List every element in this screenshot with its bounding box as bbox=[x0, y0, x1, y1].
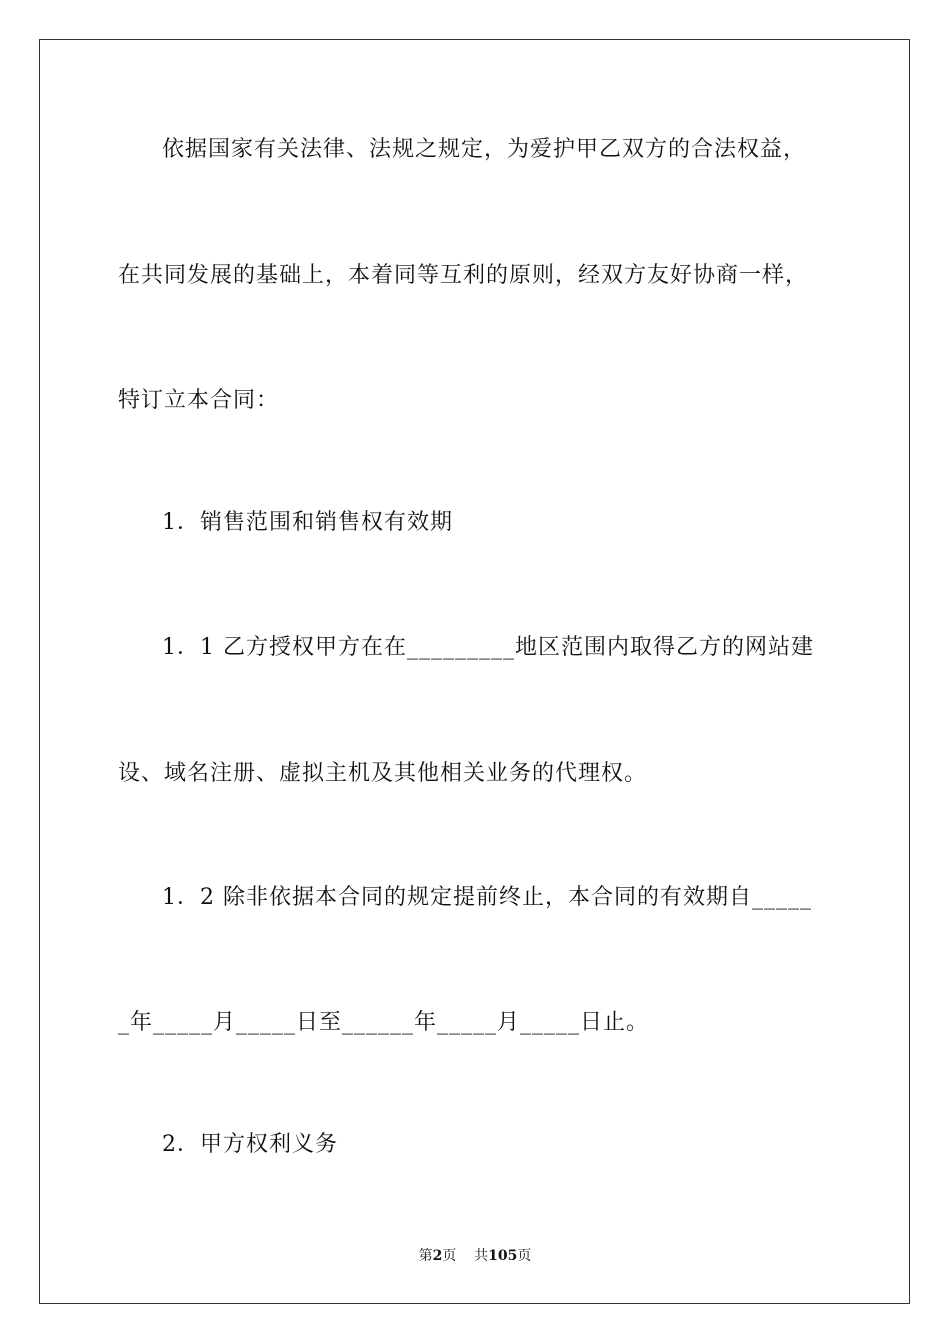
paragraph-line-3: 特订立本合同： bbox=[118, 388, 280, 413]
page-suffix: 页 bbox=[442, 1248, 457, 1264]
section-heading-2: 2．甲方权利义务 bbox=[162, 1132, 338, 1157]
page-current: 2 bbox=[432, 1248, 443, 1264]
clause-1-1-line-2: 设、域名注册、虚拟主机及其他相关业务的代理权。 bbox=[118, 761, 648, 786]
paragraph-line-2: 在共同发展的基础上，本着同等互利的原则，经双方友好协商一样， bbox=[118, 263, 809, 288]
clause-1-2-line-1: 1．2 除非依据本合同的规定提前终止，本合同的有效期自_____ bbox=[162, 885, 812, 910]
page-total: 105 bbox=[488, 1248, 518, 1264]
page-footer bbox=[0, 1246, 950, 1266]
page-prefix: 第 bbox=[418, 1248, 433, 1264]
section-heading-1: 1．销售范围和销售权有效期 bbox=[162, 510, 453, 535]
paragraph-line-1: 依据国家有关法律、法规之规定，为爱护甲乙双方的合法权益， bbox=[162, 137, 807, 162]
clause-1-2-line-2: _年_____月_____日至______年_____月_____日止。 bbox=[118, 1010, 650, 1035]
total-suffix: 页 bbox=[517, 1248, 532, 1264]
page-frame bbox=[39, 39, 910, 1304]
total-prefix: 共 bbox=[474, 1248, 489, 1264]
clause-1-1-line-1: 1．1 乙方授权甲方在在_________地区范围内取得乙方的网站建 bbox=[162, 635, 814, 660]
